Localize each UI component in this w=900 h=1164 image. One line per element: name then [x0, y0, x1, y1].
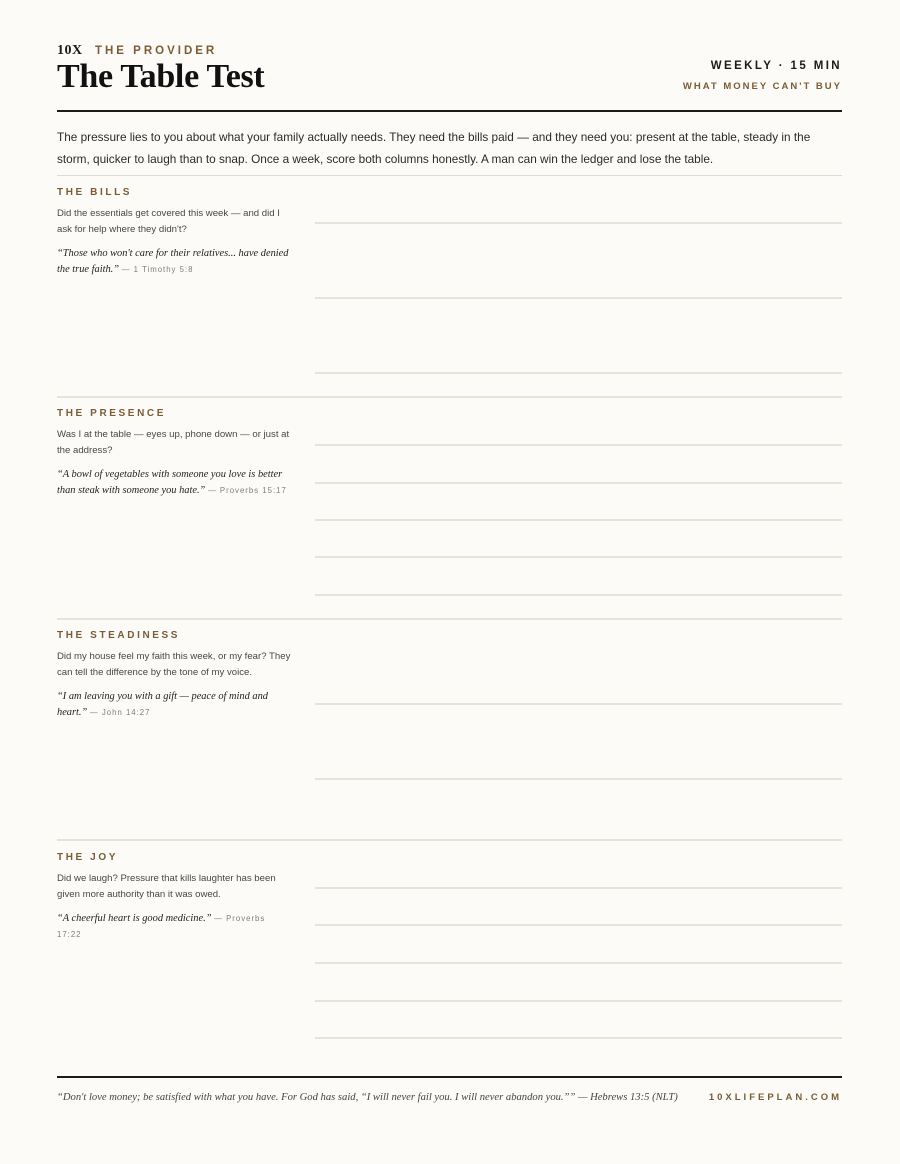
quote-text: “Those who won't care for their relatives... have denied the true faith.” [57, 248, 289, 275]
writing-line[interactable] [315, 962, 842, 964]
section-prompt: Did my house feel my faith this week, or my fear? They can tell the difference by the tone of my voice. [57, 651, 291, 678]
writing-line[interactable] [315, 887, 842, 889]
quote-text: “I am leaving you with a gift — peace of mind and heart.” [57, 691, 268, 718]
page-title: The Table Test [57, 58, 265, 95]
footer-rule [57, 1076, 842, 1078]
section-prompt-column [57, 408, 292, 499]
scripture-reference: — Proverbs 17:22 [57, 914, 266, 939]
section-divider [57, 839, 842, 841]
frequency-label: WEEKLY · 15 MIN [710, 60, 842, 72]
section-quote [57, 467, 292, 499]
section-quote [57, 911, 292, 943]
section-label: THE STEADINESS [57, 630, 181, 641]
footer-website: 10XLIFEPLAN.COM [708, 1092, 842, 1103]
header-meta [683, 60, 842, 92]
writing-line[interactable] [315, 444, 842, 446]
footer-quote: “Don't love money; be satisfied with what you have. For God has said, “I will never fail you. I will never abandon you.”” — Hebrews 13:5 (NLT) [57, 1092, 678, 1103]
section-prompt-column [57, 187, 292, 278]
writing-line[interactable] [315, 222, 842, 224]
writing-line[interactable] [315, 1000, 842, 1002]
section-prompt: Did the essentials get covered this week — and did I ask for help where they didn't? [57, 208, 280, 235]
section-presence [57, 408, 842, 618]
worksheet-page [57, 0, 842, 1164]
scripture-reference: — Proverbs 15:17 [207, 486, 287, 495]
section-prompt-column [57, 630, 292, 721]
writing-line[interactable] [315, 778, 842, 780]
writing-line[interactable] [315, 594, 842, 596]
section-prompt-column [57, 852, 292, 943]
section-quote [57, 689, 292, 721]
section-divider [57, 618, 842, 620]
writing-line[interactable] [315, 1037, 842, 1039]
section-label: THE BILLS [57, 187, 133, 198]
scripture-reference: — 1 Timothy 5:8 [121, 265, 194, 274]
section-divider [57, 396, 842, 398]
section-prompt: Was I at the table — eyes up, phone down — or just at the address? [57, 429, 290, 456]
brand-logo: 10X [57, 43, 83, 58]
writing-line[interactable] [315, 372, 842, 374]
section-prompt: Did we laugh? Pressure that kills laughter has been given more authority than it was owed. [57, 873, 276, 900]
quote-text: “A bowl of vegetables with someone you love is better than steak with someone you hate.” [57, 469, 283, 496]
section-bills [57, 187, 842, 397]
intro-divider [57, 175, 842, 176]
intro-paragraph: The pressure lies to you about what your family actually needs. They need the bills paid — and they need you: present at the table, steady in the storm, quicker to laugh than to snap. Once a week, score both columns honestly. A man can win the ledger and lose the table. [57, 130, 811, 166]
header-rule [57, 110, 842, 112]
section-joy [57, 852, 842, 1052]
section-steadiness [57, 630, 842, 840]
series-name: THE PROVIDER [94, 45, 218, 57]
quote-text: “A cheerful heart is good medicine.” [57, 913, 212, 924]
writing-line[interactable] [315, 556, 842, 558]
section-label: THE PRESENCE [57, 408, 166, 419]
scripture-reference: — John 14:27 [89, 708, 151, 717]
section-label: THE JOY [57, 852, 118, 863]
writing-line[interactable] [315, 519, 842, 521]
writing-line[interactable] [315, 703, 842, 705]
writing-line[interactable] [315, 482, 842, 484]
brand-line [57, 43, 217, 59]
writing-line[interactable] [315, 297, 842, 299]
writing-line[interactable] [315, 924, 842, 926]
tagline: WHAT MONEY CAN'T BUY [682, 81, 842, 92]
section-quote [57, 246, 292, 278]
